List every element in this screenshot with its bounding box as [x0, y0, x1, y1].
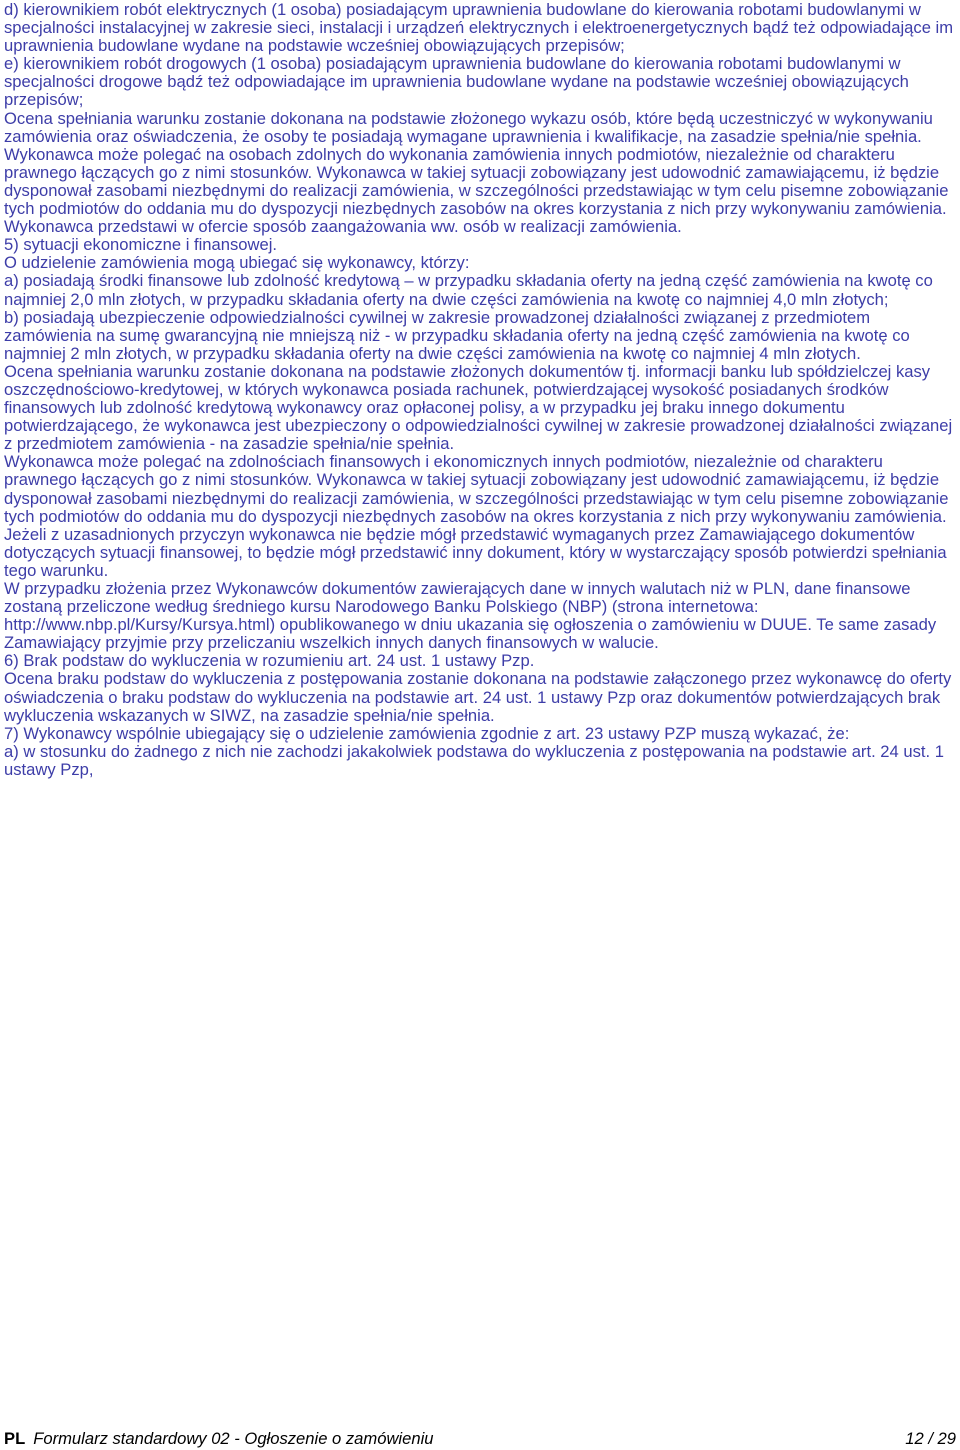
- paragraph: a) posiadają środki finansowe lub zdolność kredytową – w przypadku składania oferty na jedną część zamówienia na kwotę co najmniej 2,0 mln złotych, w przypadku składania oferty na dwie części zamówienia na kwotę co najmniej 4,0 mln złotych;: [4, 271, 933, 309]
- page-footer: [4, 1429, 956, 1449]
- paragraph: Wykonawca może polegać na osobach zdolnych do wykonania zamówienia innych podmiotów, niezależnie od charakteru prawnego łączących go z nimi stosunków. Wykonawca w takiej sytuacji zobowiązany jest udowodnić zamawiającemu, iż będzie dysponował zasobami niezbędnymi do realizacji zamówienia, w szczególności przedstawiając w tym celu pisemne zobowiązanie tych podmiotów do oddania mu do dyspozycji niezbędnych zasobów na okres korzystania z nich przy wykonywaniu zamówienia.: [4, 144, 949, 219]
- paragraph: O udzielenie zamówienia mogą ubiegać się wykonawcy, którzy:: [4, 253, 470, 273]
- paragraph: d) kierownikiem robót elektrycznych (1 osoba) posiadającym uprawnienia budowlane do kierowania robotami budowlanymi w specjalności instalacyjnej w zakresie sieci, instalacji i urządzeń elektrycznych i elektroenergetycznych bądź też odpowiadające im uprawnienia budowlane wydane na podstawie wcześniej obowiązujących przepisów;: [4, 0, 954, 56]
- paragraph: W przypadku złożenia przez Wykonawców dokumentów zawierających dane w innych walutach niż w PLN, dane finansowe zostaną przeliczone według średniego kursu Narodowego Banku Polskiego (NBP) (strona internetowa: http://www.nbp.pl/Kursy/Kursya.html) opublikowanego w dniu ukazania się ogłoszenia o zamówieniu w DUUE. Te same zasady Zamawiający przyjmie przy przeliczaniu wszelkich innych danych finansowych w walucie.: [4, 579, 937, 653]
- paragraph: Wykonawca może polegać na zdolnościach finansowych i ekonomicznych innych podmiotów, niezależnie od charakteru prawnego łączących go z nimi stosunków. Wykonawca w takiej sytuacji zobowiązany jest udowodnić zamawiającemu, iż będzie dysponował zasobami niezbędnymi do realizacji zamówienia, w szczególności przedstawiając w tym celu pisemne zobowiązanie tych podmiotów do oddania mu do dyspozycji niezbędnych zasobów na okres korzystania z nich przy wykonywaniu zamówienia.: [4, 452, 949, 526]
- paragraph: e) kierownikiem robót drogowych (1 osoba) posiadającym uprawnienia budowlane do kierowania robotami budowlanymi w specjalności drogowe bądź też odpowiadające im uprawnienia budowlane wydane na podstawie wcześniej obowiązujących przepisów;: [4, 54, 909, 110]
- section-heading: 7) Wykonawcy wspólnie ubiegający się o udzielenie zamówienia zgodnie z art. 23 ustawy PZP muszą wykazać, że:: [4, 723, 850, 743]
- footer-form-title: Formularz standardowy 02 - Ogłoszenie o zamówieniu: [33, 1429, 434, 1448]
- footer-language: PL: [4, 1429, 26, 1448]
- section-heading: 5) sytuacji ekonomiczne i finansowej.: [4, 235, 278, 255]
- paragraph: Ocena spełniania warunku zostanie dokonana na podstawie złożonego wykazu osób, które będą uczestniczyć w wykonywaniu zamówienia oraz oświadczenia, że osoby te posiadają wymagane uprawnienia i kwalifikacje, na zasadzie spełnia/nie spełnia.: [4, 108, 933, 146]
- paragraph: Ocena spełniania warunku zostanie dokonana na podstawie złożonych dokumentów tj. informacji banku lub spółdzielczej kasy oszczędnościowo-kredytowej, w których wykonawca posiada rachunek, potwierdzającej wysokość posiadanych środków finansowych lub zdolność kredytową wykonawcy oraz opłaconej polisy, a w przypadku jej braku innego dokumentu potwierdzającego, że wykonawca jest ubezpieczony o odpowiedzialności cywilnej w zakresie prowadzonej działalności związanej z przedmiotem zamówienia - na zasadzie spełnia/nie spełnia.: [4, 361, 953, 454]
- section-heading: 6) Brak podstaw do wykluczenia w rozumieniu art. 24 ust. 1 ustawy Pzp.: [4, 651, 535, 671]
- paragraph: Ocena braku podstaw do wykluczenia z postępowania zostanie dokonana na podstawie załączonego przez wykonawcę do oferty oświadczenia o braku podstaw do wykluczenia na podstawie art. 24 ust. 1 ustawy Pzp oraz dokumentów potwierdzających brak wykluczenia wskazanych w SIWZ, na zasadzie spełnia/nie spełnia.: [4, 669, 952, 725]
- document-body: [4, 1, 956, 779]
- paragraph: Wykonawca przedstawi w ofercie sposób zaangażowania ww. osób w realizacji zamówienia.: [4, 217, 682, 237]
- paragraph: b) posiadają ubezpieczenie odpowiedzialności cywilnej w zakresie prowadzonej działalności związanej z przedmiotem zamówienia na sumę gwarancyjną nie mniejszą niż - w przypadku składania oferty na jedną część zamówienia na kwotę co najmniej 2 mln złotych, w przypadku składania oferty na dwie części zamówienia na kwotę co najmniej 4 mln złotych.: [4, 307, 910, 363]
- footer-page-number: 12 / 29: [905, 1429, 956, 1448]
- paragraph: Jeżeli z uzasadnionych przyczyn wykonawca nie będzie mógł przedstawić wymaganych przez Zamawiającego dokumentów dotyczących sytuacji finansowej, to będzie mógł przedstawić inny dokument, który w wystarczający sposób potwierdzi spełniania tego warunku.: [4, 524, 947, 580]
- paragraph: a) w stosunku do żadnego z nich nie zachodzi jakakolwiek podstawa do wykluczenia z postępowania na podstawie art. 24 ust. 1 ustawy Pzp,: [4, 741, 944, 779]
